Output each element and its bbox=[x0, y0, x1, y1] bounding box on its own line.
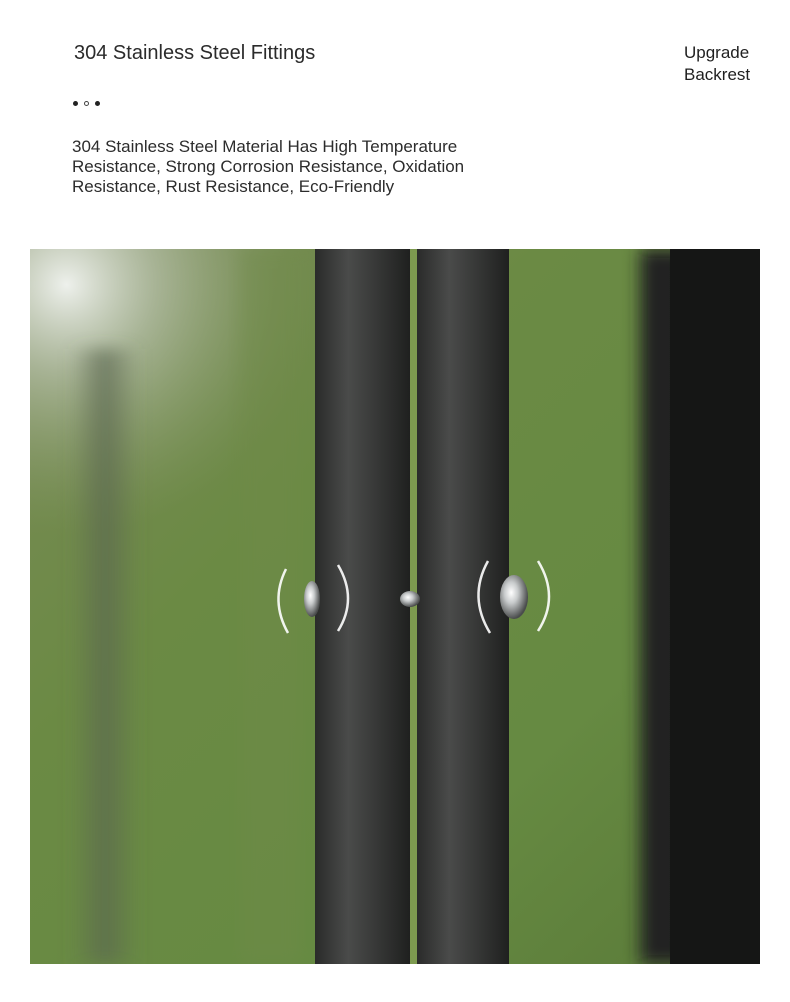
stainless-steel-bolts-on-black-poles-icon bbox=[30, 249, 760, 964]
carousel-dot-2[interactable] bbox=[84, 101, 89, 106]
carousel-dot-3[interactable] bbox=[95, 101, 100, 106]
product-feature-title: 304 Stainless Steel Fittings bbox=[74, 42, 316, 64]
product-photo bbox=[30, 249, 760, 964]
carousel-dot-1[interactable] bbox=[73, 101, 78, 106]
upgrade-backrest-label: Upgrade Backrest bbox=[684, 43, 751, 84]
carousel-indicator[interactable] bbox=[73, 101, 100, 106]
feature-description: 304 Stainless Steel Material Has High Temperature Resistance, Strong Corrosion Resistance, Oxidation Resistance, Rust Resistance, Eco-Friendly bbox=[72, 137, 465, 196]
